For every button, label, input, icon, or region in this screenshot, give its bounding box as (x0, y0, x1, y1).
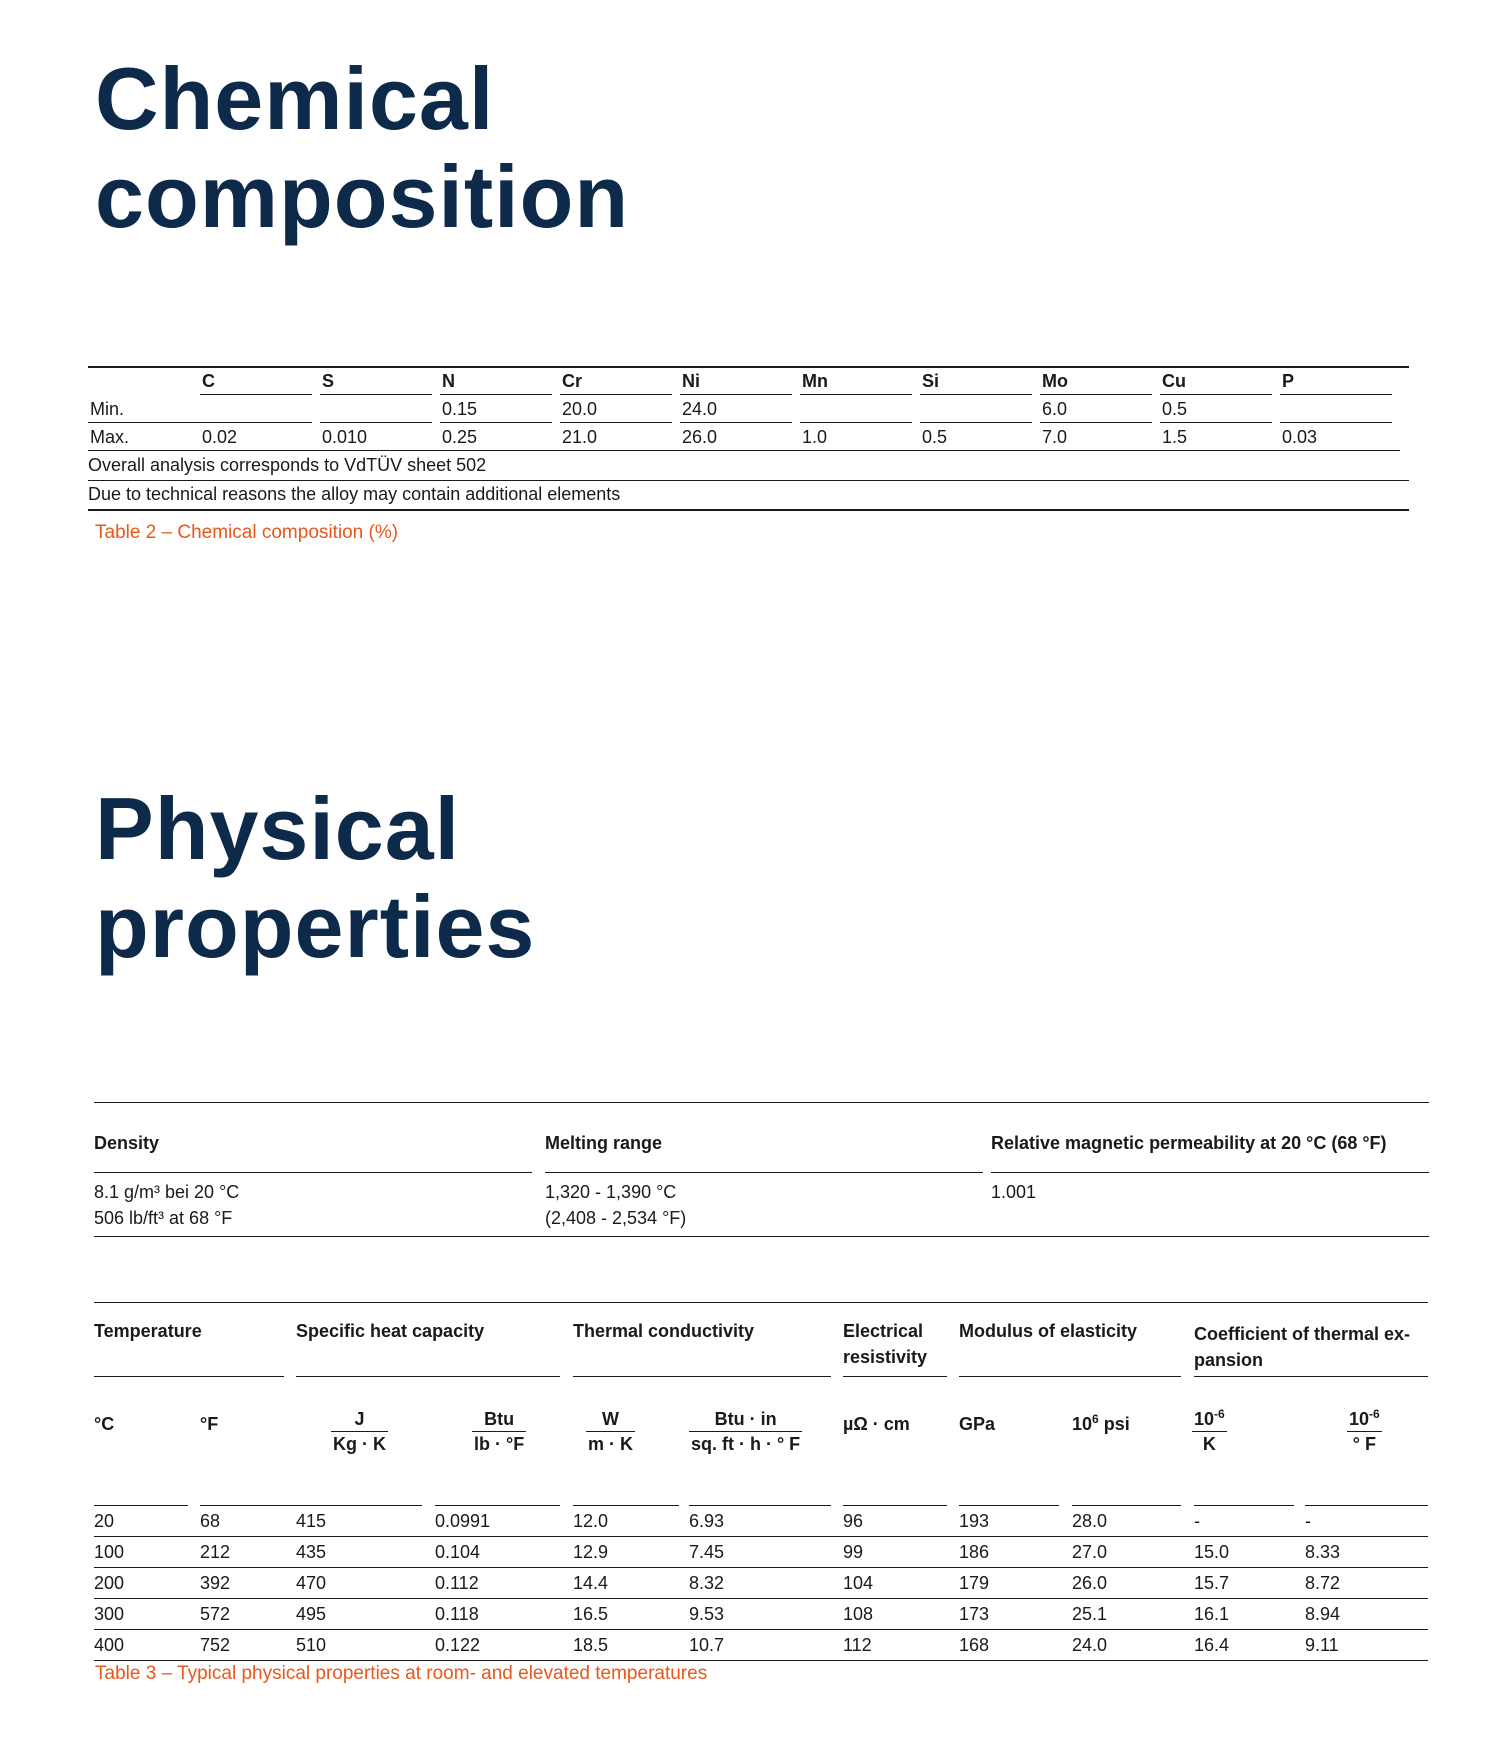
table3-cell: 200 (94, 1573, 125, 1593)
table3-cell: 7.45 (689, 1542, 725, 1562)
table2-caption: Table 2 – Chemical composition (%) (95, 522, 399, 543)
density-value-metric: 8.1 g/m³ bei 20 °C (94, 1182, 240, 1202)
table3-cell: 8.32 (689, 1573, 725, 1593)
unit-psi: $10^6$ psi (1072, 1412, 1130, 1434)
physical-properties-heading: Physical properties (95, 779, 536, 976)
table3-caption: Table 3 – Typical physical properties at room- and elevated temperatures (95, 1663, 708, 1684)
table3-cell: 435 (296, 1542, 327, 1562)
table3-cell: 212 (200, 1542, 231, 1562)
table3-cell: 16.4 (1194, 1635, 1230, 1655)
group-thermal-conductivity: Thermal conductivity (573, 1321, 755, 1341)
table3-cell: 108 (843, 1604, 874, 1624)
table2-note: Due to technical reasons the alloy may contain additional elements (88, 481, 1409, 511)
col-c: C (200, 368, 320, 396)
unit-gpa: GPa (959, 1414, 996, 1434)
col-mn: Mn (800, 368, 920, 396)
table3-cell: 14.4 (573, 1573, 609, 1593)
table3-cell: 8.94 (1305, 1604, 1341, 1624)
table3-cell: 100 (94, 1542, 125, 1562)
table3-cell: 0.104 (435, 1542, 481, 1562)
table3-cell: 0.0991 (435, 1511, 491, 1531)
table3-cell: 10.7 (689, 1635, 725, 1655)
table3-cell: 68 (200, 1511, 221, 1531)
unit-fahrenheit: °F (200, 1414, 219, 1434)
col-p: P (1280, 368, 1400, 396)
table3-cell: 112 (843, 1635, 872, 1655)
unit-w-per-m-k: $\frac{W}{m \cdot K}$ (588, 1409, 633, 1454)
unit-j-per-kg-k: $\frac{J}{Kg \cdot K}$ (333, 1409, 386, 1454)
table3-cell: 193 (959, 1511, 990, 1531)
table3-cell: 415 (296, 1511, 327, 1531)
chemical-composition-table (88, 366, 1409, 511)
col-cr: Cr (560, 368, 680, 396)
table3-cell: 9.11 (1305, 1635, 1339, 1655)
table3-cell: - (1305, 1511, 1311, 1531)
col-s: S (320, 368, 440, 396)
table3-cell: 96 (843, 1511, 864, 1531)
table3-cell: 8.72 (1305, 1573, 1341, 1593)
unit-btu-per-lb-f: Btu lb · °F (474, 1409, 525, 1454)
table3-cell: 9.53 (689, 1604, 725, 1624)
table3-cell: 300 (94, 1604, 125, 1624)
table3-cell: 15.0 (1194, 1542, 1230, 1562)
table3-cell: 400 (94, 1635, 125, 1655)
table2-note: Overall analysis corresponds to VdTÜV sheet 502 (88, 452, 1409, 481)
table3-cell: 27.0 (1072, 1542, 1108, 1562)
table3-cell: 104 (843, 1573, 874, 1593)
col-cu: Cu (1160, 368, 1280, 396)
group-expansion: Coefficient of thermal ex- pansion (1194, 1324, 1411, 1370)
table3-cell: 99 (843, 1542, 864, 1562)
table3-cell: 25.1 (1072, 1604, 1108, 1624)
col-mo: Mo (1040, 368, 1160, 396)
permeability-value: 1.001 (991, 1182, 1037, 1202)
table3-cell: 12.9 (573, 1542, 609, 1562)
unit-expansion-f: $\frac{10^{-6}}{^\circ F}$ (1349, 1407, 1380, 1454)
unit-btu-in: Btu · in sq. ft · h · ° F (691, 1409, 801, 1454)
table3-cell: 24.0 (1072, 1635, 1108, 1655)
unit-resistivity: µΩ · cm (843, 1414, 910, 1434)
table3-cell: - (1194, 1511, 1200, 1531)
table3-cell: 12.0 (573, 1511, 609, 1531)
group-resistivity: Electrical resistivity (843, 1321, 928, 1367)
physical-properties-summary (94, 1102, 1429, 1228)
table3-cell: 752 (200, 1635, 231, 1655)
col-ni: Ni (680, 368, 800, 396)
table3-cell: 0.118 (435, 1604, 479, 1624)
table3-cell: 173 (959, 1604, 990, 1624)
table3-cell: 18.5 (573, 1635, 609, 1655)
table3-cell: 8.33 (1305, 1542, 1341, 1562)
table3-cell: 168 (959, 1635, 990, 1655)
table3-cell: 179 (959, 1573, 990, 1593)
unit-expansion-k: $\frac{10^{-6}}{K}$ (1194, 1407, 1225, 1454)
table3-cell: 0.112 (435, 1573, 479, 1593)
col-n: N (440, 368, 560, 396)
density-label: Density (94, 1133, 160, 1153)
table3-cell: 28.0 (1072, 1511, 1108, 1531)
unit-celsius: °C (94, 1414, 115, 1434)
group-heat-capacity: Specific heat capacity (296, 1321, 485, 1341)
table3-cell: 392 (200, 1573, 231, 1593)
col-si: Si (920, 368, 1040, 396)
table2-row-max: Max. 0.02 0.010 0.25 21.0 26.0 1.0 0.5 7.0 1.5 0.03 (88, 424, 1409, 452)
table3-cell: 495 (296, 1604, 327, 1624)
table3-cell: 510 (296, 1635, 327, 1655)
table3-cell: 0.122 (435, 1635, 481, 1655)
table3-cell: 572 (200, 1604, 231, 1624)
table3-cell: 16.5 (573, 1604, 609, 1624)
melting-value-c: 1,320 - 1,390 °C (545, 1182, 677, 1202)
table3-cell: 16.1 (1194, 1604, 1230, 1624)
table3-cell: 470 (296, 1573, 327, 1593)
table2-row-min: Min. 0.15 20.0 24.0 6.0 0.5 (88, 396, 1409, 424)
density-value-imperial: 506 lb/ft³ at 68 °F (94, 1208, 233, 1228)
chemical-composition-heading: Chemical composition (95, 49, 630, 246)
permeability-label: Relative magnetic permeability at 20 °C (68 °F) (991, 1133, 1387, 1153)
melting-label: Melting range (545, 1133, 663, 1153)
table3-cell: 6.93 (689, 1511, 725, 1531)
table3-cell: 15.7 (1194, 1573, 1230, 1593)
table3-cell: 20 (94, 1511, 115, 1531)
table3-cell: 26.0 (1072, 1573, 1108, 1593)
group-temperature: Temperature (94, 1321, 202, 1341)
group-modulus: Modulus of elasticity (959, 1321, 1138, 1341)
table3-cell: 186 (959, 1542, 990, 1562)
table2-header-row (88, 368, 1409, 396)
melting-value-f: (2,408 - 2,534 °F) (545, 1208, 687, 1228)
